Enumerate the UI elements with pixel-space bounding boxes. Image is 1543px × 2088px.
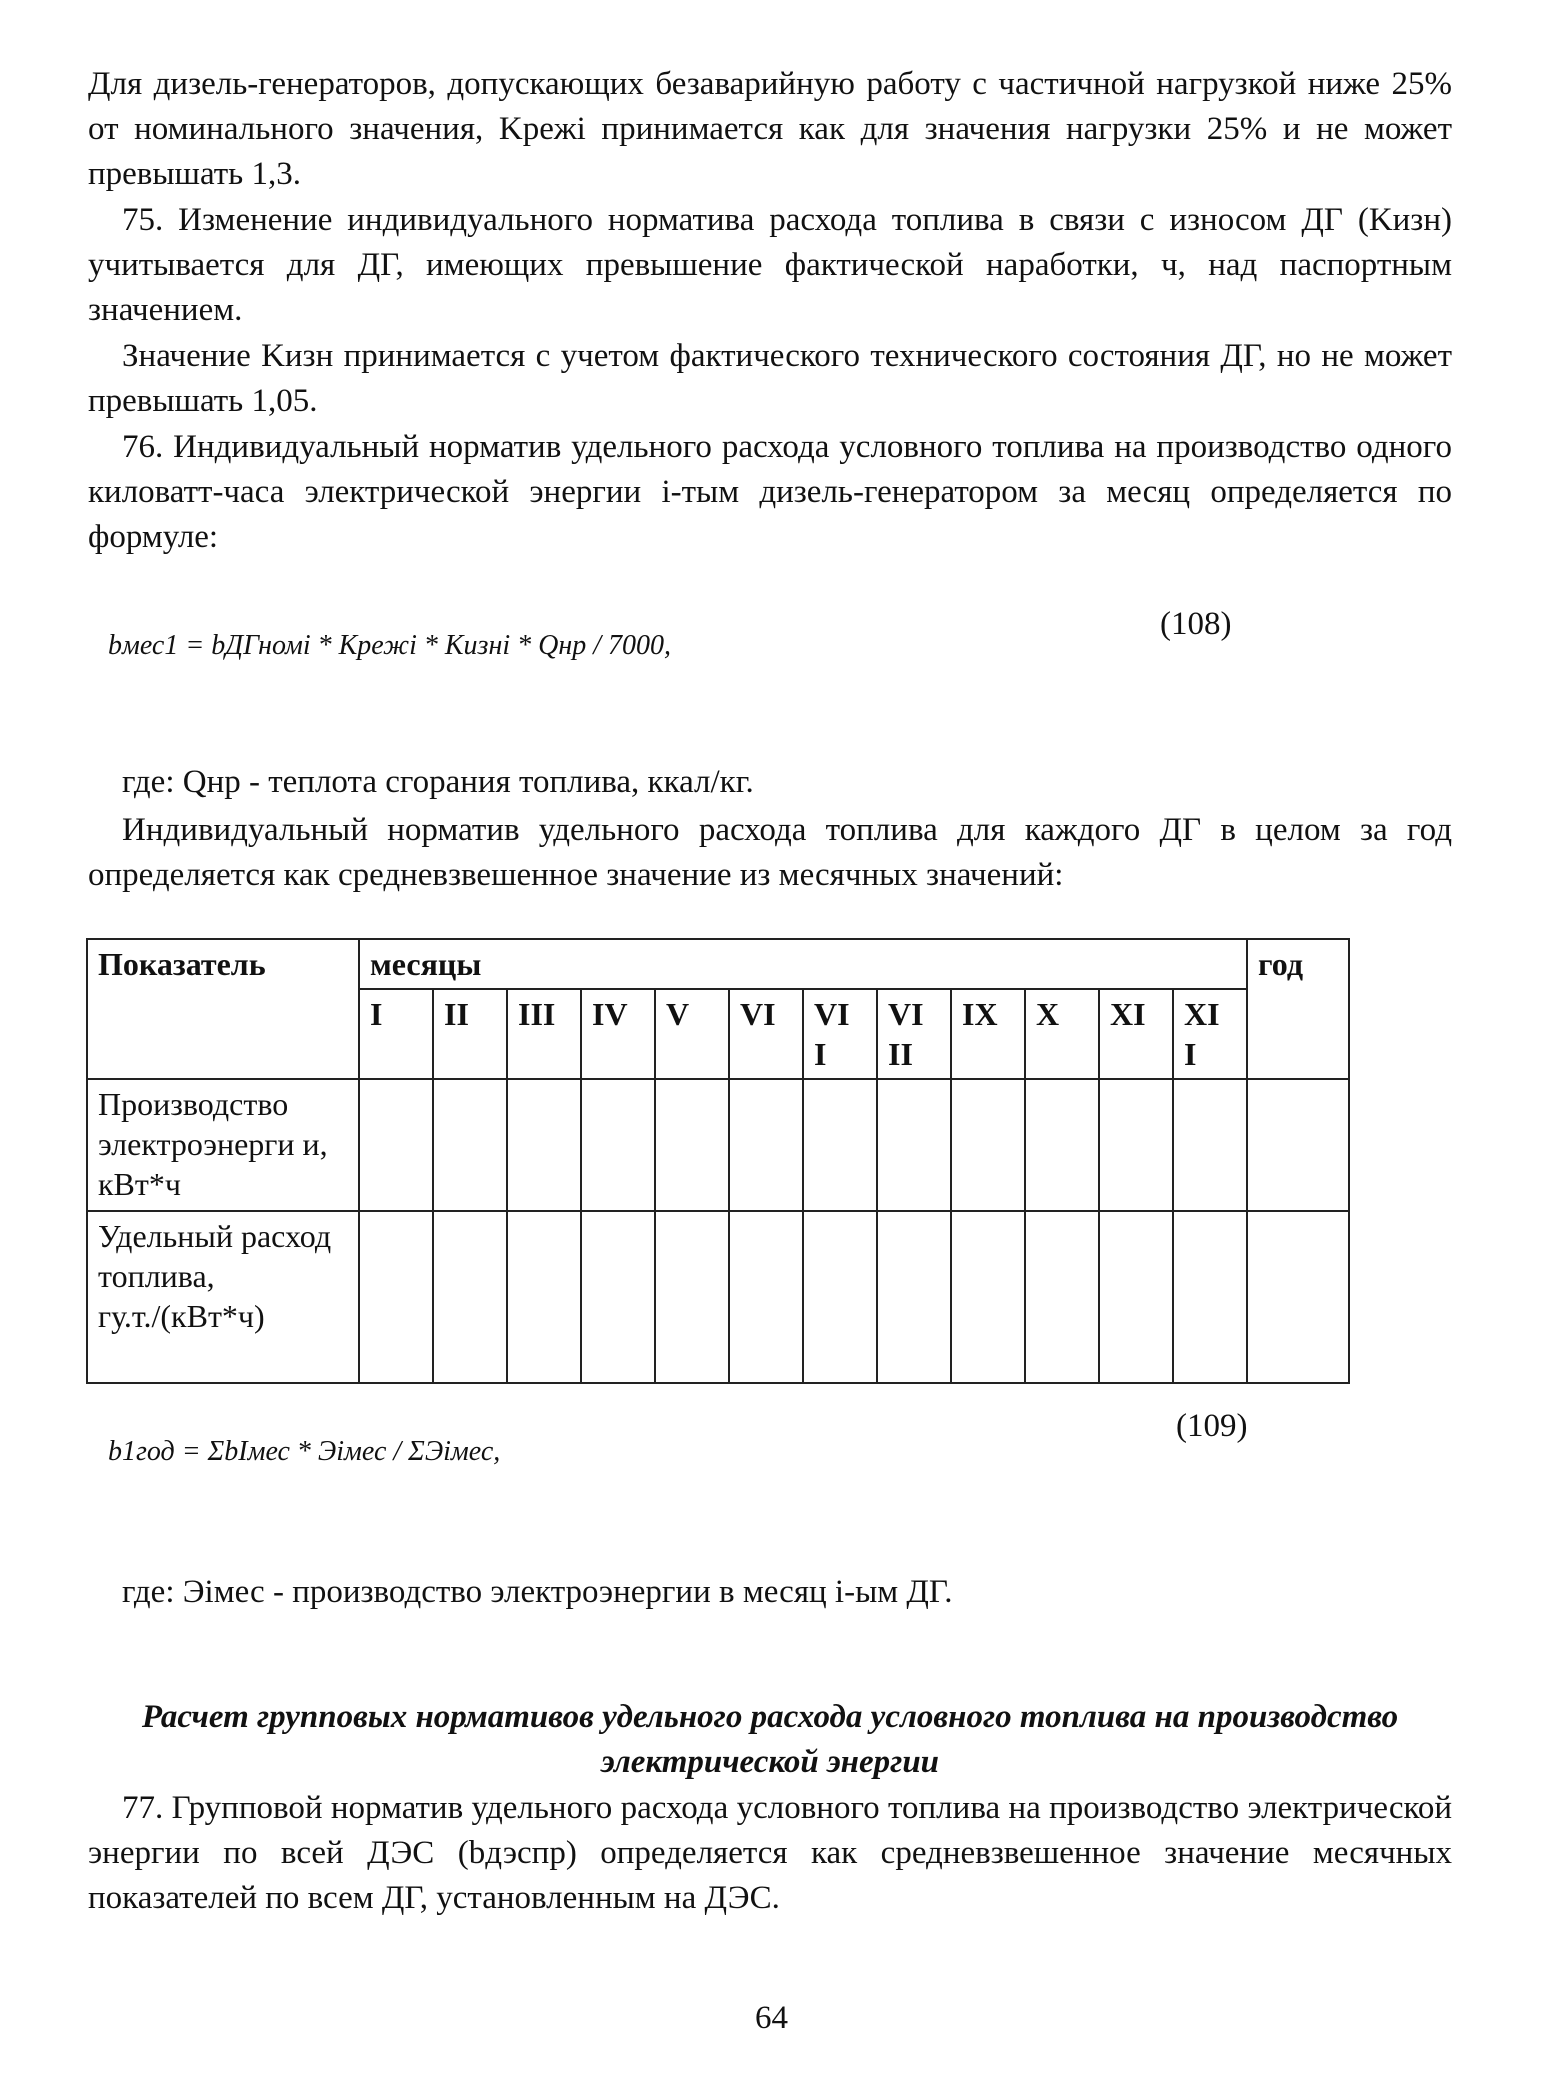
formula-109: b1год = ΣbІмес * Эімес / ΣЭімес, bbox=[108, 1436, 501, 1467]
month-header: VI I bbox=[803, 989, 877, 1079]
table-cell bbox=[1099, 1079, 1173, 1211]
paragraph-75: 75. Изменение индивидуального норматива расхода топлива в связи с износом ДГ (Kизн) учитывается для ДГ, имеющих превышение фактической наработки, ч, над паспортным значением. bbox=[88, 202, 1452, 328]
month-header: XI I bbox=[1173, 989, 1247, 1079]
header-indicator: Показатель bbox=[87, 939, 359, 1079]
header-year: год bbox=[1247, 939, 1349, 1079]
table-cell bbox=[1173, 1079, 1247, 1211]
paragraph-77: 77. Групповой норматив удельного расхода условного топлива на производство электрической энергии по всей ДЭС (bдэспр) определяется как средневзвешенное значение месячных показателей по всем ДГ, установленным на ДЭС. bbox=[88, 1790, 1452, 1916]
formula-108-number: (108) bbox=[1160, 606, 1232, 642]
table-cell bbox=[951, 1211, 1025, 1383]
table-cell bbox=[507, 1079, 581, 1211]
table-cell bbox=[433, 1079, 507, 1211]
header-months: месяцы bbox=[359, 939, 1247, 989]
table-cell bbox=[1099, 1211, 1173, 1383]
formula-109-number: (109) bbox=[1176, 1408, 1248, 1444]
month-header: X bbox=[1025, 989, 1099, 1079]
table-cell bbox=[729, 1079, 803, 1211]
month-header: III bbox=[507, 989, 581, 1079]
table-row bbox=[87, 1211, 1349, 1383]
table-cell bbox=[803, 1211, 877, 1383]
table-cell bbox=[581, 1211, 655, 1383]
row-label-production: Производство электроэнерги и, кВт*ч bbox=[87, 1079, 359, 1211]
table-cell bbox=[729, 1211, 803, 1383]
month-header: VI bbox=[729, 989, 803, 1079]
month-header: V bbox=[655, 989, 729, 1079]
paragraph-heat-of-combustion: где: Qнр - теплота сгорания топлива, ккал/кг. bbox=[122, 764, 754, 800]
table-cell bbox=[581, 1079, 655, 1211]
table-cell bbox=[877, 1079, 951, 1211]
table-cell bbox=[433, 1211, 507, 1383]
table-cell bbox=[655, 1211, 729, 1383]
month-header: I bbox=[359, 989, 433, 1079]
month-header: VI II bbox=[877, 989, 951, 1079]
paragraph-76: 76. Индивидуальный норматив удельного расхода условного топлива на производство одного киловатт-часа электрической энергии і-тым дизель-генератором за месяц определяется по формуле: bbox=[88, 429, 1452, 555]
table-cell bbox=[359, 1079, 433, 1211]
section-heading: Расчет групповых нормативов удельного расхода условного топлива на производство электрической энергии bbox=[141, 1699, 1399, 1780]
month-header: IV bbox=[581, 989, 655, 1079]
monthly-data-table bbox=[86, 938, 1350, 1384]
paragraph-energy-production: где: Эімес - производство электроэнергии в месяц і-ым ДГ. bbox=[122, 1574, 953, 1610]
month-header: IX bbox=[951, 989, 1025, 1079]
page-number: 64 bbox=[755, 2000, 788, 2036]
table-cell bbox=[507, 1211, 581, 1383]
table-row bbox=[87, 1079, 1349, 1211]
table-cell bbox=[1247, 1211, 1349, 1383]
formula-108: bмес1 = bДГномі * Kрежі * Kизні * Qнр / 7000, bbox=[108, 630, 672, 661]
month-header: II bbox=[433, 989, 507, 1079]
table-cell bbox=[951, 1079, 1025, 1211]
row-label-specific-consumption: Удельный расход топлива, гу.т./(кВт*ч) bbox=[87, 1211, 359, 1383]
paragraph-dg-partial-load: Для дизель-генераторов, допускающих безаварийную работу с частичной нагрузкой ниже 25% от номинального значения, Kрежі принимается как для значения нагрузки 25% и не может превышать 1,3. bbox=[88, 66, 1452, 192]
month-header: XI bbox=[1099, 989, 1173, 1079]
table-cell bbox=[1025, 1079, 1099, 1211]
paragraph-annual-norm: Индивидуальный норматив удельного расхода топлива для каждого ДГ в целом за год определяется как средневзвешенное значение из месячных значений: bbox=[88, 812, 1452, 893]
table-cell bbox=[655, 1079, 729, 1211]
table-cell bbox=[1247, 1079, 1349, 1211]
table-cell bbox=[359, 1211, 433, 1383]
table-cell bbox=[1173, 1211, 1247, 1383]
table-cell bbox=[877, 1211, 951, 1383]
table-cell bbox=[803, 1079, 877, 1211]
table-cell bbox=[1025, 1211, 1099, 1383]
paragraph-kizn-value: Значение Kизн принимается с учетом фактического технического состояния ДГ, но не может превышать 1,05. bbox=[88, 338, 1452, 419]
